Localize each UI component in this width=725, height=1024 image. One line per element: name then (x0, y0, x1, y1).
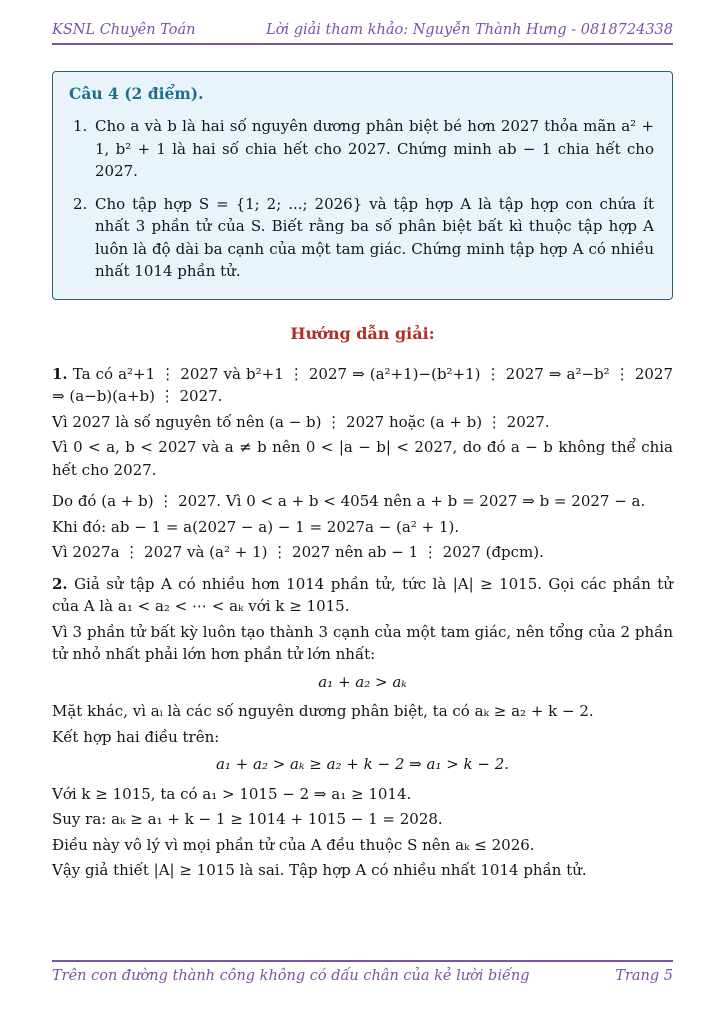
part2-intro: Giả sử tập A có nhiều hơn 1014 phần tử, tức là |A| ≥ 1015. Gọi các phần tử của A là a₁ < a₂ < ⋯ < aₖ với k ≥ 1015. (52, 574, 673, 615)
solution-part1-opening (52, 363, 673, 408)
part2-label: 2. (52, 574, 68, 593)
header-right-credit: Lời giải tham khảo: Nguyễn Thành Hưng - 0818724338 (266, 22, 673, 38)
solution-line: Do đó (a + b) ⋮ 2027. Vì 0 < a + b < 4054 nên a + b = 2027 ⇒ b = 2027 − a. (52, 492, 646, 510)
solution-line: Suy ra: aₖ ≥ a₁ + k − 1 ≥ 1014 + 1015 − 1 = 2028. (52, 810, 443, 828)
solution-body (52, 363, 673, 885)
solution-line: Khi đó: ab − 1 = a(2027 − a) − 1 = 2027a − (a² + 1). (52, 517, 460, 536)
page-footer (52, 960, 673, 984)
solution-line: Vì 0 < a, b < 2027 và a ≠ b nên 0 < |a − b| < 2027, do đó a − b không thể chia hết cho 2027. (52, 438, 673, 479)
problem-item-1-text: Cho a và b là hai số nguyên dương phân biệt bé hơn 2027 thỏa mãn a² + 1, b² + 1 là hai số chia hết cho 2027. Chứng minh ab − 1 chia hết cho 2027. (95, 117, 654, 180)
problem-item-1-number: 1. (73, 117, 88, 135)
solution-line: Vì 2027a ⋮ 2027 và (a² + 1) ⋮ 2027 nên ab − 1 ⋮ 2027 (đpcm). (52, 543, 544, 561)
part1-first-line: Ta có a²+1 ⋮ 2027 và b²+1 ⋮ 2027 ⇒ (a²+1)−(b²+1) ⋮ 2027 ⇒ a²−b² ⋮ 2027 ⇒ (a−b)(a+b) ⋮ 2027. (52, 364, 673, 405)
equation-1: a₁ + a₂ > aₖ (318, 672, 407, 691)
part1-label: 1. (52, 364, 68, 383)
solution-line: Vì 3 phần tử bất kỳ luôn tạo thành 3 cạnh của một tam giác, nên tổng của 2 phần tử nhỏ nhất phải lớn hơn phần tử lớn nhất: (52, 622, 673, 663)
solution-part2-opening (52, 573, 673, 618)
solution-line: Mặt khác, vì aᵢ là các số nguyên dương phân biệt, ta có aₖ ≥ a₂ + k − 2. (52, 702, 594, 720)
solution-line: Với k ≥ 1015, ta có a₁ > 1015 − 2 ⇒ a₁ ≥ 1014. (52, 784, 412, 803)
page-header (52, 22, 673, 45)
solution-line: Vậy giả thiết |A| ≥ 1015 là sai. Tập hợp A có nhiều nhất 1014 phần tử. (52, 861, 587, 879)
problem-box (52, 71, 673, 300)
equation-2: a₁ + a₂ > aₖ ≥ a₂ + k − 2 ⇒ a₁ > k − 2. (215, 755, 510, 773)
problem-title: Câu 4 (2 điểm). (69, 84, 204, 103)
problem-item-2-number: 2. (73, 194, 88, 213)
solution-line: Kết hợp hai điều trên: (52, 727, 220, 746)
solution-line: Điều này vô lý vì mọi phần tử của A đều thuộc S nên aₖ ≤ 2026. (52, 835, 535, 854)
header-left-title: KSNL Chuyên Toán (52, 22, 196, 38)
problem-item-2-text: Cho tập hợp S = {1; 2; ...; 2026} và tập hợp A là tập hợp con chứa ít nhất 3 phần tử của S. Biết rằng ba số phân biệt bất kì thuộc tập hợp A luôn là độ dài ba cạnh của một tam giác. Chứng minh tập hợp A có nhiều nhất 1014 phần tử. (95, 194, 654, 280)
footer-motto: Trên con đường thành công không có dấu chân của kẻ lười biếng (52, 968, 530, 984)
solution-heading: Hướng dẫn giải: (290, 323, 435, 343)
problem-item-2 (69, 193, 654, 283)
footer-page-number: Trang 5 (615, 968, 673, 984)
problem-item-1 (69, 115, 654, 183)
solution-line: Vì 2027 là số nguyên tố nên (a − b) ⋮ 2027 hoặc (a + b) ⋮ 2027. (52, 412, 550, 431)
